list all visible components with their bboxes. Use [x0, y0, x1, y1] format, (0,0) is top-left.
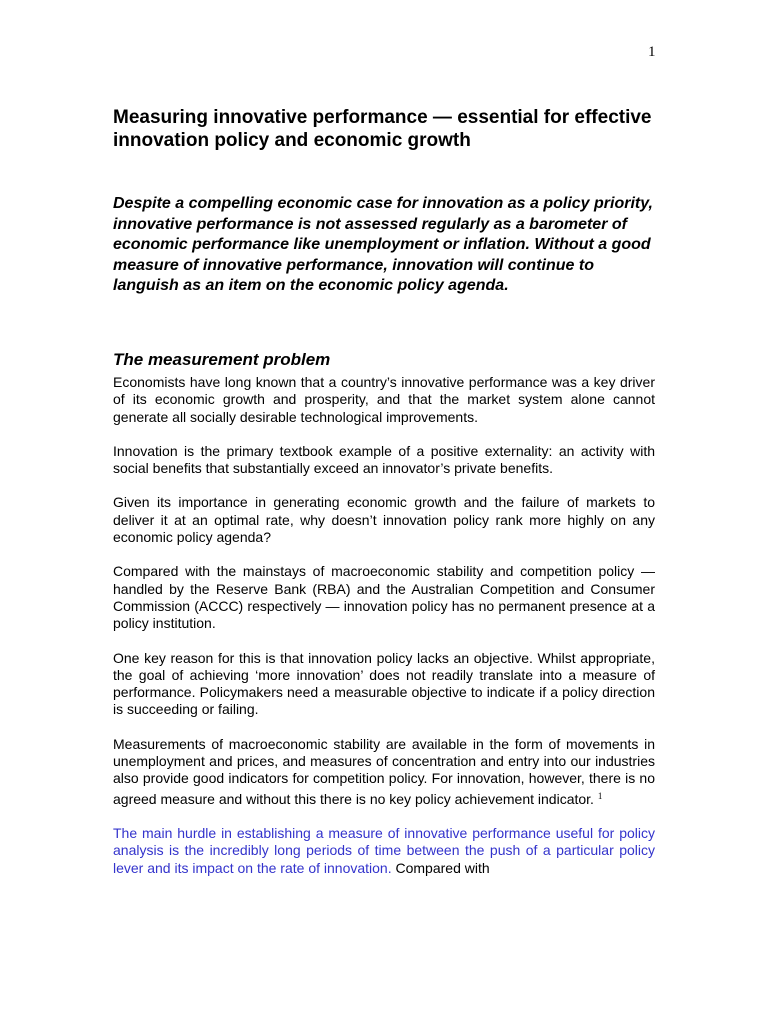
- paragraph-7: [113, 825, 655, 877]
- body-text: [113, 374, 655, 894]
- paragraph-6: [113, 736, 655, 808]
- highlighted-link-text[interactable]: The main hurdle in establishing a measure of innovative performance useful for policy analysis is the incredibly long periods of time between the push of a particular policy lever and its impact on the rate of innovation.: [113, 824, 655, 876]
- lead-summary: Despite a compelling economic case for innovation as a policy priority, innovative performance is not assessed regularly as a barometer of economic performance like unemployment or inflation. Without a good measure of innovative performance, innovation will continue to languish as an item on the economic policy agenda.: [113, 195, 653, 294]
- paragraph-4: Compared with the mainstays of macroeconomic stability and competition policy — handled by the Reserve Bank (RBA) and the Australian Competition and Consumer Commission (ACCC) respectively — innovation policy has no permanent presence at a policy institution.: [113, 563, 655, 632]
- section-heading: The measurement problem: [113, 350, 331, 369]
- paragraph-7-text: Compared with: [391, 859, 490, 876]
- paragraph-5: One key reason for this is that innovation policy lacks an objective. Whilst appropriate, the goal of achieving ‘more innovation’ does not readily translate into a measure of performance. Policymakers need a measurable objective to indicate if a policy direction is succeeding or failing.: [113, 649, 655, 718]
- paragraph-1: Economists have long known that a country’s innovative performance was a key driver of its economic growth and prosperity, and that the market system alone cannot generate all socially desirable technological improvements.: [113, 374, 655, 425]
- paragraph-6-text: Measurements of macroeconomic stability are available in the form of movements in unemployment and prices, and measures of concentration and entry into our industries also provide good indicators for competition policy. For innovation, however, there is no agreed measure and without this there is no key policy achievement indicator.: [113, 735, 655, 807]
- page-number: 1: [648, 44, 656, 60]
- paragraph-3: Given its importance in generating economic growth and the failure of markets to deliver it at an optimal rate, why doesn’t innovation policy rank more highly on any economic policy agenda?: [113, 494, 655, 546]
- paragraph-2: Innovation is the primary textbook example of a positive externality: an activity with social benefits that substantially exceed an innovator’s private benefits.: [113, 442, 655, 477]
- document-title: Measuring innovative performance — essential for effective innovation policy and economic growth: [113, 107, 652, 151]
- footnote-reference[interactable]: 1: [597, 790, 603, 801]
